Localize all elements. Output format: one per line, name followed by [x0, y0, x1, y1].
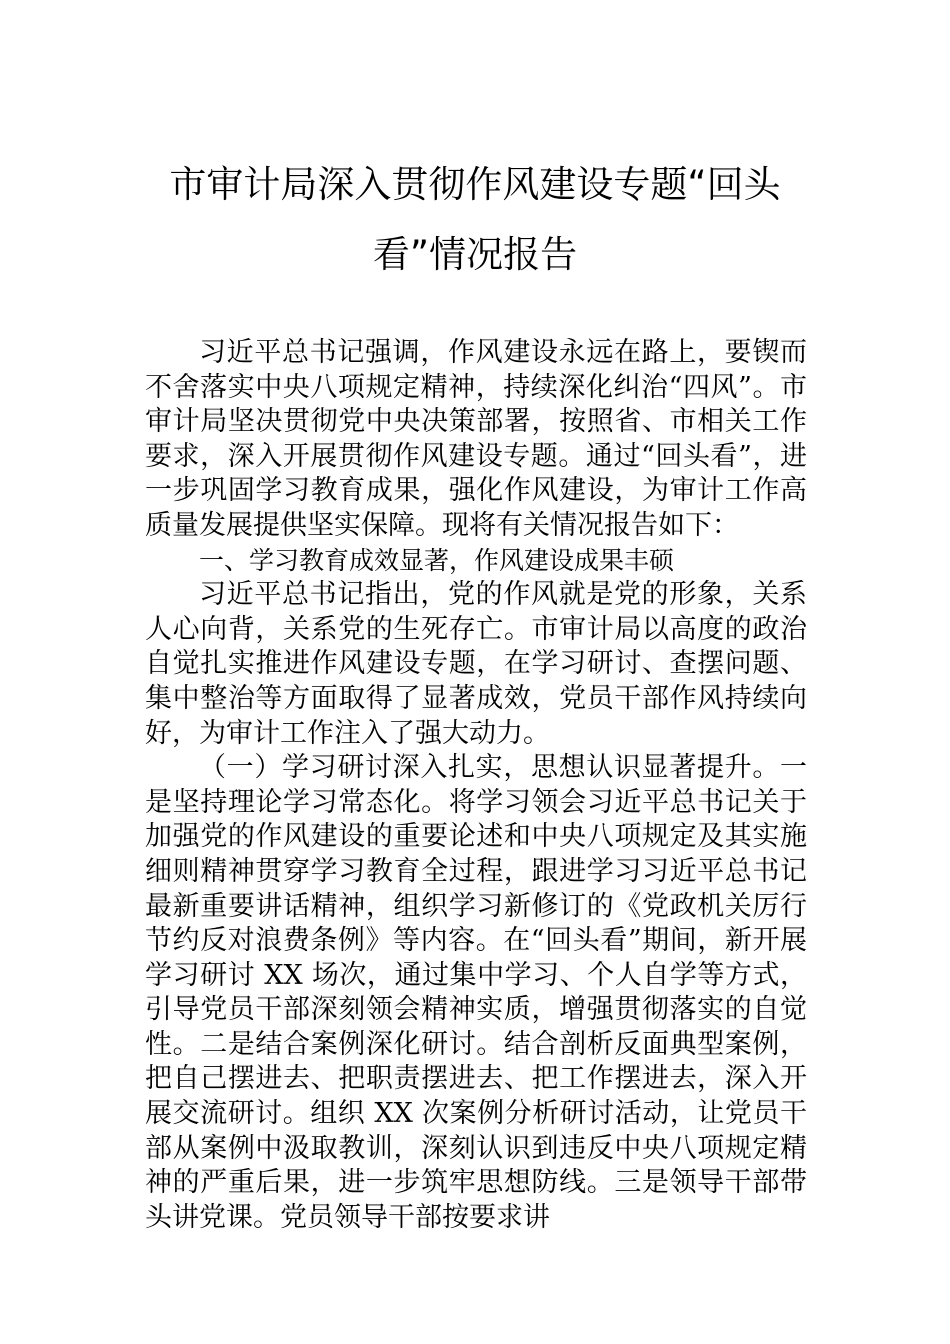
subsection-paragraph: （一）学习研讨深入扎实，思想认识显著提升。一是坚持理论学习常态化。将学习领会习近平总书记关于加强党的作风建设的重要论述和中央八项规定及其实施细则精神贯穿学习教育全过程，跟进学习习近平总书记最新重要讲话精神，组织学习新修订的《党政机关厉行节约反对浪费条例》等内容。在“回头看”期间，新开展学习研讨 XX 场次，通过集中学习、个人自学等方式，引导党员干部深刻领会精神实质，增强贯彻落实的自觉性。二是结合案例深化研讨。结合剖析反面典型案例，把自己摆进去、把职责摆进去、把工作摆进去，深入开展交流研讨。组织 XX 次案例分析研讨活动，让党员干部从案例中汲取教训，深刻认识到违反中央八项规定精神的严重后果，进一步筑牢思想防线。三是领导干部带头讲党课。党员领导干部按要求讲	[145, 752, 807, 1233]
intro-paragraph: 习近平总书记强调，作风建设永远在路上，要锲而不舍落实中央八项规定精神，持续深化纠治“四风”。市审计局坚决贯彻党中央决策部署，按照省、市相关工作要求，深入开展贯彻作风建设专题。通过“回头看”，进一步巩固学习教育成果，强化作风建设，为审计工作高质量发展提供坚实保障。现将有关情况报告如下：	[145, 337, 807, 541]
document-body	[145, 336, 807, 1235]
section-heading: 一、学习教育成效显著，作风建设成果丰硕	[199, 545, 675, 575]
section-paragraph: 习近平总书记指出，党的作风就是党的形象，关系人心向背，关系党的生死存亡。市审计局以高度的政治自觉扎实推进作风建设专题，在学习研讨、查摆问题、集中整治等方面取得了显著成效，党员干部作风持续向好，为审计工作注入了强大动力。	[145, 579, 807, 749]
document-title: 市审计局深入贯彻作风建设专题“回头看”情况报告	[169, 163, 781, 276]
